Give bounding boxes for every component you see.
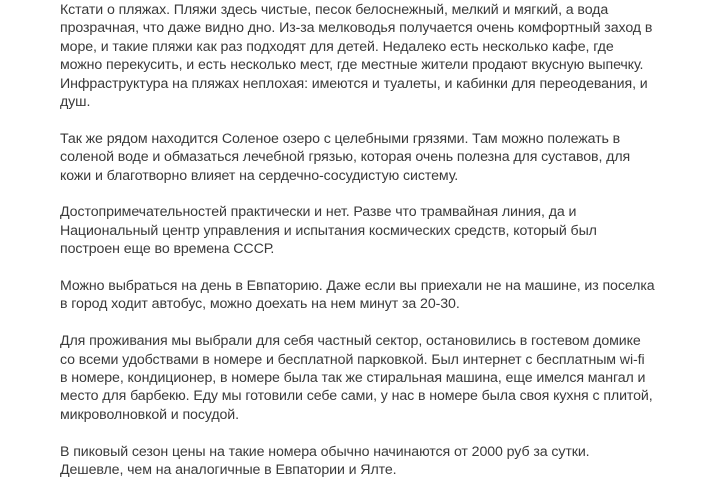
paragraph-beaches [60,1,664,111]
paragraph-accommodation [60,332,664,424]
text-line: В пиковый сезон цены на такие номера обычно начинаются от 2000 руб за сутки. [60,443,590,460]
paragraph-salt-lake [60,130,664,185]
text-line: Национальный центр управления и испытания космических средств, который был [60,222,597,239]
text-line: море, и такие пляжи как раз подходят для детей. Недалеко есть несколько кафе, где [60,38,614,55]
text-line: прозрачная, что даже видно дно. Из-за мелководья получается очень комфортный заход в [60,20,653,37]
text-line: Кстати о пляжах. Пляжи здесь чистые, песок белоснежный, мелкий и мягкий, а вода [60,2,609,18]
text-line: Можно выбраться на день в Евпаторию. Даже если вы приехали не на машине, из поселка [60,278,655,295]
text-line: Дешевле, чем на аналогичные в Евпатории и Ялте. [60,462,397,479]
paragraph-evpatoria [60,277,664,314]
paragraph-sights [60,203,664,258]
text-line: можно перекусить, и есть несколько мест, где местные жители продают вкусную выпечку. [60,57,644,74]
paragraph-prices [60,443,664,480]
text-line: в номере, кондиционер, в номере была так же стиральная машина, еще имелся мангал и [60,370,646,387]
text-line: соленой воде и обмазаться лечебной грязью, которая очень полезна для суставов, для [60,149,631,166]
text-line: построен еще во времена СССР. [60,241,275,258]
text-line: со всеми удобствами в номере и бесплатной парковкой. Был интернет с бесплатным wi-fi [60,351,645,368]
text-line: Инфраструктура на пляжах неплохая: имеются и туалеты, и кабинки для переодевания, и [60,75,648,92]
text-line: кожи и благотворно влияет на сердечно-сосудистую систему. [60,167,459,184]
text-line: душ. [60,94,91,111]
text-line: микроволновкой и посудой. [60,406,239,423]
text-line: место для барбекю. Еду мы готовили себе сами, у нас в номере была своя кухня с плитой, [60,388,653,405]
text-line: Для проживания мы выбрали для себя частный сектор, остановились в гостевом домике [60,333,641,350]
text-line: Достопримечательностей практически и нет. Разве что трамвайная линия, да и [60,204,577,221]
article-body [60,0,664,498]
text-line: в город ходит автобус, можно доехать на нем минут за 20-30. [60,296,460,313]
text-line: Так же рядом находится Соленое озеро с целебными грязями. Там можно полежать в [60,130,621,147]
